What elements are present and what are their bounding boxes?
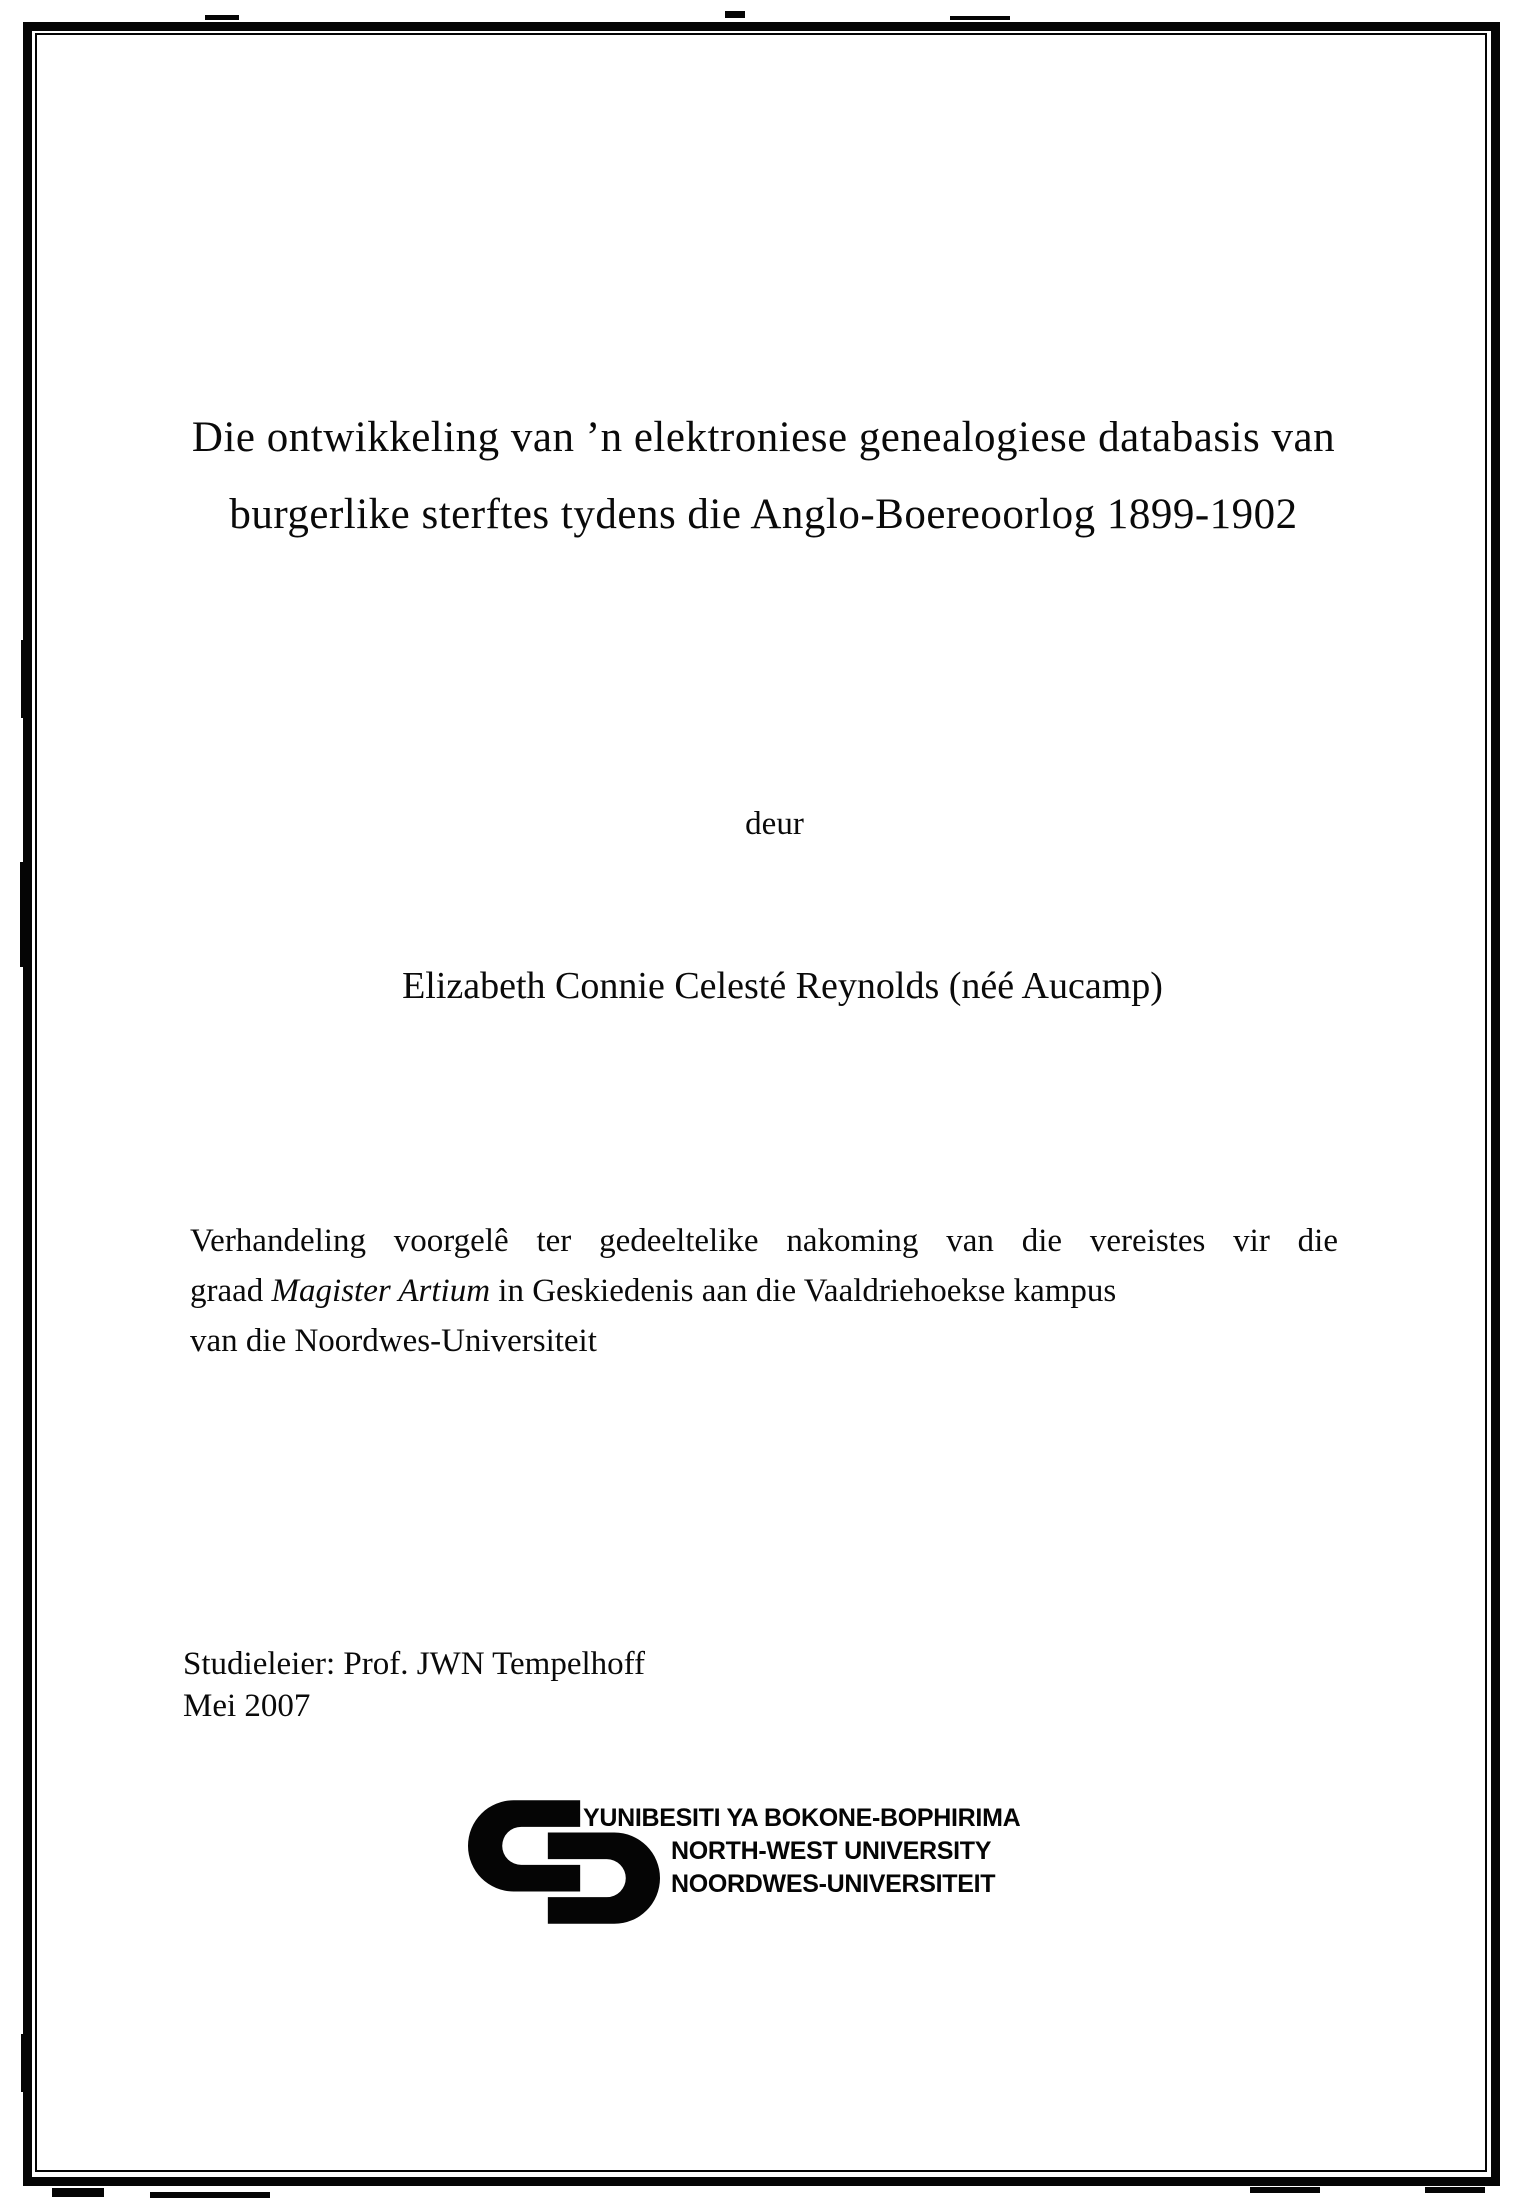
page-title-line-2: burgerlike sterftes tydens die Anglo-Boereoorlog 1899-1902 <box>229 491 1298 538</box>
date-line: Mei 2007 <box>183 1688 311 1724</box>
scan-artifact <box>21 640 28 718</box>
scan-artifact <box>205 15 239 20</box>
degree-statement-line-2 <box>190 1266 1338 1316</box>
degree-statement-line-1: Verhandeling voorgelê ter gedeeltelike nakoming van die vereistes vir die <box>190 1223 1338 1259</box>
scan-artifact <box>1425 2187 1485 2193</box>
page-title-line-1: Die ontwikkeling van ’n elektroniese genealogiese databasis van <box>191 414 1336 461</box>
scan-artifact <box>21 2034 28 2092</box>
university-logo-line-3: NOORDWES-UNIVERSITEIT <box>671 1870 996 1898</box>
scan-artifact <box>52 2188 104 2197</box>
university-logo-line-2: NORTH-WEST UNIVERSITY <box>671 1837 992 1865</box>
university-logo <box>468 1798 1068 1938</box>
scan-artifact <box>150 2192 270 2198</box>
university-logo-text <box>583 1802 1020 1901</box>
degree-statement-line-3: van die Noordwes-Universiteit <box>190 1323 597 1359</box>
byline: deur <box>745 806 804 842</box>
scan-artifact <box>950 16 1010 20</box>
author-name: Elizabeth Connie Celesté Reynolds (néé Aucamp) <box>402 965 1163 1007</box>
supervisor-block <box>183 1643 645 1727</box>
scan-artifact <box>725 11 745 18</box>
degree-name-italic: Magister Artium <box>271 1273 491 1309</box>
university-logo-line-1: YUNIBESITI YA BOKONE-BOPHIRIMA <box>583 1804 1021 1832</box>
supervisor-line: Studieleier: Prof. JWN Tempelhoff <box>183 1646 646 1682</box>
degree-statement <box>190 1216 1338 1366</box>
page-title <box>40 399 1487 553</box>
scan-artifact <box>1250 2187 1320 2193</box>
degree-statement-line-2-post: in Geskiedenis aan die Vaaldriehoekse kampus <box>490 1273 1117 1309</box>
degree-statement-line-2-pre: graad <box>190 1273 272 1309</box>
scan-artifact <box>20 862 29 967</box>
